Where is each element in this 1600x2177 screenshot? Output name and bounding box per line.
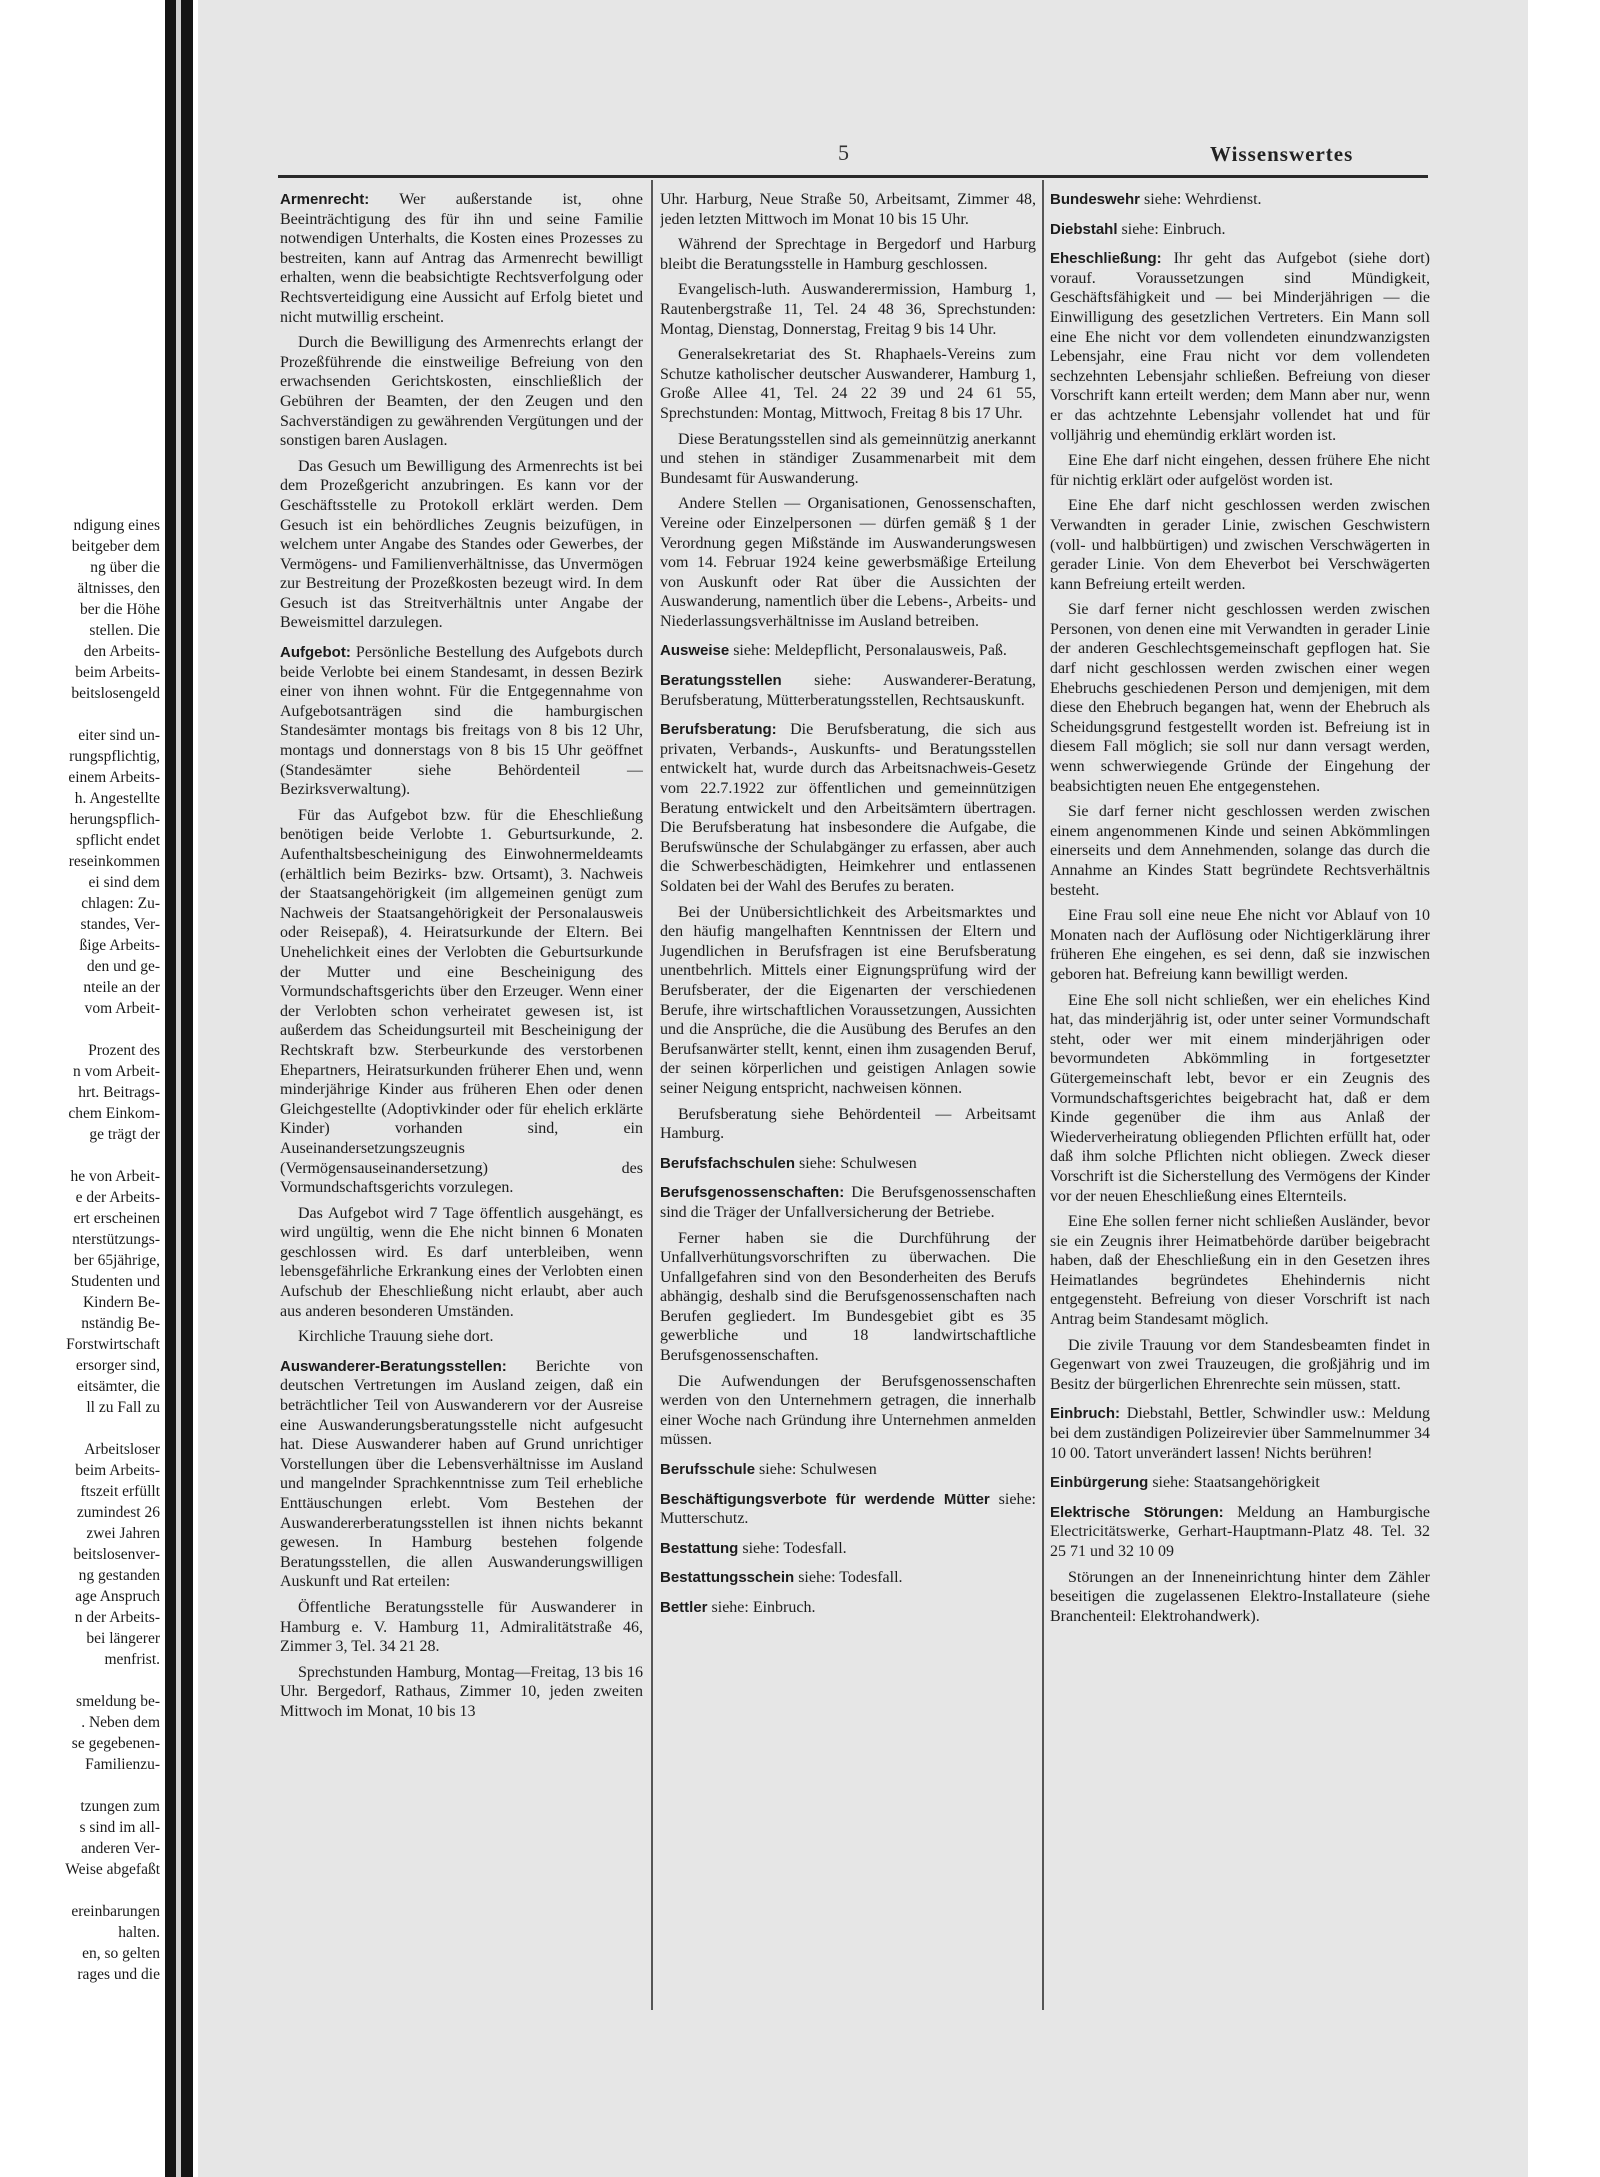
fragment-line: ersorger sind, xyxy=(75,1357,160,1374)
entry-paragraph xyxy=(660,1568,1036,1588)
body-paragraph xyxy=(280,1663,643,1722)
entry-keyword: Aufgebot: xyxy=(280,644,351,662)
fragment-line: ert erscheinen xyxy=(73,1210,160,1227)
column-rule-1 xyxy=(651,180,653,2010)
fragment-gap xyxy=(0,1880,160,1901)
fragment-line: reseinkommen xyxy=(68,853,160,870)
body-paragraph xyxy=(660,235,1036,274)
text-column-3 xyxy=(1050,190,1430,2020)
running-head: Wissenswertes xyxy=(1210,142,1354,166)
fragment-line: den und ge- xyxy=(86,958,160,975)
entry-text: Eine Ehe soll nicht schließen, wer ein eheliches Kind hat, das minderjährig ist, oder unter seiner Vormundschaft steht, oder wer mit einem minderjährigen oder bevormundeten Abkömmling in fortgesetzter Gütergemeinschaft lebt, bevor er ein Zeugnis des Vormundschaftsgerichtes beigebracht hat, daß er dem Kinde gegenüber die ihm aus Anlaß der Wiederverheiratung obliegenden Pflichten erfüllt hat, oder daß ihm solche Pflichten nicht obliegen. Zweck dieser Vorschrift ist die Sicherstellung des Vermögens der Kinder vor der neuen Eheschließung eines Elternteils. xyxy=(1050,991,1430,1205)
fragment-gap xyxy=(0,1670,160,1691)
body-paragraph xyxy=(660,494,1036,631)
entry-text: Die Berufsgenossenschaften sind die Träger der Unfallversicherung der Betriebe. xyxy=(660,1184,1036,1221)
entry-text: siehe: Schulwesen xyxy=(755,1461,877,1479)
entry-text: Das Gesuch um Bewilligung des Armenrechts ist bei dem Prozeßgericht anzubringen. Es kann vor der Geschäftsstelle zu Protokoll erklärt werden. Dem Gesuch ist ein behördliches Zeugnis beizufügen, in welchem unter Angabe des Standes oder Gewerbes, der Vermögens- und Familienverhältnisse, das Unvermögen zur Bestreitung der Prozeßkosten bezeugt wird. In dem Gesuch ist das Streitverhältnis unter Angabe der Beweismittel darzulegen. xyxy=(280,457,643,632)
entry-text: Sprechstunden Hamburg, Montag—Freitag, 13 bis 16 Uhr. Bergedorf, Rathaus, Zimmer 10, jeden zweiten Mittwoch im Monat, 10 bis 13 xyxy=(280,1663,643,1720)
fragment-line: ng gestanden xyxy=(78,1567,160,1584)
fragment-line: beim Arbeits- xyxy=(75,664,160,681)
entry-text: Störungen an der Inneneinrichtung hinter dem Zähler beseitigen die zugelassenen Elektro-Installateure (siehe Branchenteil: Elektrohandwerk). xyxy=(1050,1568,1430,1625)
fragment-line: chem Einkom- xyxy=(68,1105,160,1122)
fragment-gap xyxy=(0,1145,160,1166)
entry-paragraph xyxy=(660,1154,1036,1174)
entry-text: Diebstahl, Bettler, Schwindler usw.: Meldung bei dem zuständigen Polizeirevier über Sammelnummer 34 10 00. Tatort unverändert lassen! Nichts berühren! xyxy=(1050,1405,1430,1462)
entry-text: siehe: Todesfall. xyxy=(738,1539,847,1557)
fragment-line: hrt. Beitrags- xyxy=(78,1084,160,1101)
entry-keyword: Einbürgerung xyxy=(1050,1474,1149,1492)
body-paragraph xyxy=(1050,1568,1430,1627)
fragment-line: beitslosengeld xyxy=(71,685,160,702)
fragment-line: ge trägt der xyxy=(89,1126,160,1143)
body-paragraph xyxy=(280,806,643,1198)
fragment-line: den Arbeits- xyxy=(83,643,160,660)
entry-text: siehe: Schulwesen xyxy=(795,1154,917,1172)
fragment-line: zwei Jahren xyxy=(86,1525,160,1542)
entry-text: Eine Ehe darf nicht geschlossen werden zwischen Verwandten in gerader Linie, zwischen Geschwistern (voll- und halbbürtigen) und zwischen Verschwägerten in gerader Linie. Von dem Eheverbot bei Verschwägerten kann Befreiung erteilt werden. xyxy=(1050,497,1430,593)
entry-paragraph xyxy=(660,720,1036,896)
entry-keyword: Bundeswehr xyxy=(1050,191,1141,208)
entry-text: Andere Stellen — Organisationen, Genossenschaften, Vereine oder Einzelpersonen — dürfen gemäß § 1 der Verordnung gegen Mißstände im Auswanderungswesen vom 14. Februar 1924 keine gewerbsmäßige Erteilung von Auskunft oder Rat über die Aussichten der Auswanderung, namentlich über die Lebens-, Arbeits- und Niederlassungsverhältnisse im Ausland betreiben. xyxy=(660,495,1036,630)
column-rule-2 xyxy=(1042,180,1044,2010)
fragment-line: rungspflichtig, xyxy=(69,748,160,765)
fragment-line: nterstützungs- xyxy=(72,1231,160,1248)
fragment-line: h. Angestellte xyxy=(74,790,160,807)
text-column-2 xyxy=(660,190,1036,2020)
entry-text: siehe: Einbruch. xyxy=(707,1599,816,1616)
entry-text: siehe: Einbruch. xyxy=(1117,220,1226,238)
fragment-line: nteile an der xyxy=(83,979,160,996)
entry-text: Öffentliche Beratungsstelle für Auswanderer in Hamburg e. V. Hamburg 11, Admiralitätstraße 46, Zimmer 3, Tel. 34 21 28. xyxy=(280,1598,643,1656)
entry-keyword: Beschäftigungsverbote für werdende Mütter xyxy=(660,1490,990,1508)
entry-paragraph xyxy=(1050,190,1430,210)
fragment-line: se gegebenen- xyxy=(71,1735,160,1752)
body-paragraph xyxy=(1050,600,1430,796)
entry-paragraph xyxy=(1050,220,1430,240)
entry-text: Evangelisch-luth. Auswanderermission, Hamburg 1, Rautenbergstraße 11, Tel. 24 48 36, Sprechstunden: Montag, Dienstag, Donnerstag, Freitag 9 bis 14 Uhr. xyxy=(660,281,1036,338)
entry-text: Kirchliche Trauung siehe dort. xyxy=(298,1328,494,1346)
entry-keyword: Armenrecht: xyxy=(280,191,370,208)
entry-paragraph xyxy=(1050,1473,1430,1493)
body-paragraph xyxy=(660,1372,1036,1450)
entry-text: Eine Ehe darf nicht eingehen, dessen frühere Ehe nicht für nichtig erklärt oder aufgelöst worden ist. xyxy=(1050,452,1430,489)
entry-paragraph xyxy=(280,190,643,327)
entry-keyword: Bestattungsschein xyxy=(660,1569,795,1587)
entry-keyword: Einbruch: xyxy=(1050,1405,1120,1423)
fragment-line: beim Arbeits- xyxy=(75,1462,160,1479)
fragment-line: halten. xyxy=(118,1924,160,1941)
entry-keyword: Auswanderer-Beratungsstellen: xyxy=(280,1357,507,1375)
entry-text: Das Aufgebot wird 7 Tage öffentlich ausgehängt, es wird ungültig, wenn die Ehe nicht binnen 6 Monaten geschlossen wird. Es darf unterbleiben, wenn lebensgefährliche Erkrankung eines der Verlobten einen Aufschub der Eheschließung nicht erlaubt, aber auch aus anderen besonderen Umständen. xyxy=(280,1204,643,1320)
fragment-line: ber 65jährige, xyxy=(73,1252,160,1269)
body-paragraph xyxy=(660,1105,1036,1144)
fragment-line: zumindest 26 xyxy=(76,1504,160,1521)
fragment-line: ei sind dem xyxy=(88,874,160,891)
entry-paragraph xyxy=(660,641,1036,661)
fragment-line: Forstwirtschaft xyxy=(66,1336,160,1353)
entry-text: Die Berufsberatung, die sich aus privaten, Verbands-, Auskunfts- und Beratungsstellen entwickelt hat, wurde durch das Arbeitsnachweis-Gesetz vom 22.7.1922 zur öffentlichen und gemeinnützigen Beratung entwickelt und den Arbeitsämtern übertragen. Die Berufsberatung hat insbesondere die Aufgabe, die Berufswünsche der Schulabgänger zu erfassen, aber auch die Schwerbeschädigten, Heimkehrer und entlassenen Soldaten bei der Wahl des Berufes zu beraten. xyxy=(660,721,1036,895)
fragment-line: ll zu Fall zu xyxy=(86,1399,160,1416)
entry-text: Die zivile Trauung vor dem Standesbeamten findet in Gegenwart von zwei Trauzeugen, die großjährig und im Besitz der bürgerlichen Ehrenrechte sein müssen, statt. xyxy=(1050,1336,1430,1393)
fragment-line: ftszeit erfüllt xyxy=(80,1483,160,1500)
fragment-line: ältnisses, den xyxy=(77,580,160,597)
body-paragraph xyxy=(1050,1212,1430,1330)
fragment-line: chlagen: Zu- xyxy=(81,895,160,912)
entry-text: Die Aufwendungen der Berufsgenossenschaften werden von den Unternehmern getragen, die innerhalb einer Woche nach Gründung ihre Unternehmen anmelden müssen. xyxy=(660,1372,1036,1449)
entry-keyword: Beratungsstellen xyxy=(660,672,782,690)
entry-keyword: Berufsgenossenschaften: xyxy=(660,1184,845,1202)
entry-paragraph xyxy=(280,643,643,800)
fragment-line: en, so gelten xyxy=(82,1945,160,1962)
fragment-line: s sind im all- xyxy=(79,1819,160,1836)
entry-paragraph xyxy=(660,1460,1036,1480)
fragment-gap xyxy=(0,1418,160,1439)
body-paragraph xyxy=(660,1229,1036,1366)
entry-paragraph xyxy=(1050,1503,1430,1562)
entry-keyword: Eheschließung: xyxy=(1050,250,1162,268)
entry-keyword: Elektrische Störungen: xyxy=(1050,1503,1224,1521)
previous-page-fragment xyxy=(0,515,160,1985)
fragment-line: ng über die xyxy=(90,559,160,576)
entry-text: Eine Ehe sollen ferner nicht schließen Ausländer, bevor sie ein Zeugnis ihrer Heimatbehörde darüber beigebracht haben, daß der Eheschließung ein in den Gesetzen ihres Heimatlandes begründetes Ehehindernis nicht entgegensteht. Befreiung von dieser Vorschrift ist nach Antrag beim Standesamt möglich. xyxy=(1050,1213,1430,1329)
fragment-line: . Neben dem xyxy=(81,1714,160,1731)
fragment-line: standes, Ver- xyxy=(80,916,160,933)
body-paragraph xyxy=(1050,906,1430,984)
text-column-1 xyxy=(280,190,643,2020)
entry-text: siehe: Staatsangehörigkeit xyxy=(1148,1474,1320,1492)
body-paragraph xyxy=(280,1327,643,1347)
fragment-line: e der Arbeits- xyxy=(75,1189,160,1206)
fragment-line: beitgeber dem xyxy=(71,538,160,555)
fragment-gap xyxy=(0,704,160,725)
fragment-line: stellen. Die xyxy=(89,622,160,639)
fragment-line: herungspflich- xyxy=(69,811,160,828)
entry-keyword: Diebstahl xyxy=(1050,220,1118,238)
entry-keyword: Bestattung xyxy=(660,1539,739,1557)
fragment-line: anderen Ver- xyxy=(80,1840,160,1857)
fragment-line: age Anspruch xyxy=(75,1588,160,1605)
entry-text: siehe: Todesfall. xyxy=(794,1569,903,1587)
fragment-line: Familienzu- xyxy=(85,1756,160,1773)
fragment-line: nständig Be- xyxy=(81,1315,160,1332)
entry-text: siehe: Meldepflicht, Personalausweis, Paß. xyxy=(729,642,1007,660)
entry-keyword: Berufsberatung: xyxy=(660,721,777,739)
header-rule xyxy=(278,175,1428,178)
entry-text: Sie darf ferner nicht geschlossen werden zwischen einem angenommenen Kinde und seinen Abkömmlingen einerseits und dem Annehmenden, solange das durch die Annahme an Kindes Statt begründete Rechtsverhältnis besteht. xyxy=(1050,803,1430,899)
entry-paragraph xyxy=(660,1490,1036,1529)
entry-text: Ferner haben sie die Durchführung der Unfallverhütungsvorschriften zu überwachen. Die Unfallgefahren sind von den Besonderheiten des Berufs abhängig, deshalb sind die Berufsgenossenschaften nach Berufen gegliedert. Im Bundesgebiet gibt es 35 gewerbliche und 18 landwirtschaftliche Berufsgenossenschaften. xyxy=(660,1229,1036,1365)
entry-text: Sie darf ferner nicht geschlossen werden zwischen Personen, von denen eine mit Verwandten in gerader Linie der anderen Geschlechtsgemeinschaft gepflogen hat. Sie darf nicht geschlossen werden zwischen einer wegen Ehebruchs geschiedenen Person und demjenigen, mit dem diese den Ehebruch begangen hat, wenn der Ehebruch als Scheidungsgrund festgestellt worden ist. Befreiung ist in diesem Fall möglich; sie soll nur dann versagt werden, wenn schwerwiegende Gründe der Eingehung der beabsichtigten neuen Ehe entgegenstehen. xyxy=(1050,601,1430,795)
entry-text: Berichte von deutschen Vertretungen im Ausland zeigen, daß ein beträchtlicher Teil von Auswanderern vor der Ausreise eine Auswanderungsberatungsstelle nicht aufgesucht hat. Diese Auswanderer haben auf Grund unrichtiger Vorstellungen über die Lebensverhältnisse im Ausland und mangelnder Sprachkenntnisse zum Teil erhebliche Enttäuschungen erlebt. Vom Bestehen der Auswandererberatungsstellen ist ihnen nichts bekannt gewesen. In Hamburg bestehen folgende Beratungsstellen, die allen Auswanderungswilligen Auskunft und Rat erteilen: xyxy=(280,1357,643,1591)
entry-keyword: Ausweise xyxy=(660,642,730,660)
fragment-line: tzungen zum xyxy=(80,1798,160,1815)
entry-text: Uhr. Harburg, Neue Straße 50, Arbeitsamt, Zimmer 48, jeden letzten Mittwoch im Monat 10 bis 15 Uhr. xyxy=(660,191,1036,228)
fragment-gap xyxy=(0,1019,160,1040)
entry-text: Für das Aufgebot bzw. für die Eheschließung benötigen beide Verlobte 1. Geburtsurkunde, 2. Aufenthaltsbescheinigung des Einwohnermeldeamts (erhältlich beim Bezirks- bzw. Ortsamt), 3. Nachweis der Staatsangehörigkeit (im allgemeinen genügt zum Nachweis der Staatsangehörigkeit der Personalausweis oder Reisepaß), 4. Heiratsurkunde der Eltern. Bei Unehelichkeit eines der Verlobten die Geburtsurkunde der Mutter und eine Bescheinigung des Vormundschaftsgerichts über den Erzeuger. Wenn einer der Verlobten schon verheiratet gewesen ist, ist außerdem das Scheidungsurteil mit Bescheinigung der Rechtskraft bzw. Sterbeurkunde des verstorbenen Ehepartners, Heiratsurkunden früherer Ehen und, wenn minderjährige Kinder aus früheren Ehen oder denen Gleichgestellte (Adoptivkinder oder für ehelich erklärte Kinder) vorhanden sind, ein Auseinandersetzungszeugnis (Vermögensauseinandersetzung) des Vormundschaftsgerichts vorzulegen. xyxy=(280,806,643,1197)
body-paragraph xyxy=(660,190,1036,229)
fragment-line: menfrist. xyxy=(104,1651,160,1668)
body-paragraph xyxy=(660,903,1036,1099)
body-paragraph xyxy=(280,333,643,451)
body-paragraph xyxy=(1050,451,1430,490)
fragment-line: eitsämter, die xyxy=(77,1378,160,1395)
fragment-line: bei längerer xyxy=(86,1630,160,1647)
fragment-line: Studenten und xyxy=(70,1273,160,1290)
entry-paragraph xyxy=(660,671,1036,710)
page-number: 5 xyxy=(838,140,849,165)
entry-text: Während der Sprechtage in Bergedorf und Harburg bleibt die Beratungsstelle in Hamburg geschlossen. xyxy=(660,236,1036,273)
body-paragraph xyxy=(1050,1336,1430,1395)
entry-text: siehe: Wehrdienst. xyxy=(1140,191,1262,208)
fragment-line: ßige Arbeits- xyxy=(79,937,160,954)
body-paragraph xyxy=(1050,991,1430,1207)
fragment-line: Prozent des xyxy=(88,1042,160,1059)
entry-text: Meldung an Hamburgische Electricitätswerke, Gerhart-Hauptmann-Platz 48. Tel. 32 25 71 und 32 10 09 xyxy=(1050,1503,1430,1560)
entry-text: siehe: Mutterschutz. xyxy=(660,1490,1036,1528)
entry-text: Persönliche Bestellung des Aufgebots durch beide Verlobte bei einem Standesamt, in dessen Bezirk einer von ihnen wohnt. Für die Entgegennahme von Aufgebotsanträgen sind die hamburgischen Standesämter montags bis freitags von 8 bis 12 Uhr, montags und donnerstags von 8 bis 15 Uhr geöffnet (Standesämter siehe Behördenteil — Bezirksverwaltung). xyxy=(280,644,643,799)
fragment-line: vom Arbeit- xyxy=(84,1000,160,1017)
entry-paragraph xyxy=(1050,249,1430,445)
entry-text: Eine Frau soll eine neue Ehe nicht vor Ablauf von 10 Monaten nach der Auflösung oder Nichtigerklärung ihrer früheren Ehe eingehen, es sei denn, daß sie inzwischen geboren hat. Befreiung kann bewilligt werden. xyxy=(1050,907,1430,983)
fragment-line: Weise abgefaßt xyxy=(65,1861,160,1878)
fragment-line: n der Arbeits- xyxy=(74,1609,160,1626)
body-paragraph xyxy=(280,457,643,633)
fragment-line: rages und die xyxy=(77,1966,160,1983)
body-paragraph xyxy=(1050,496,1430,594)
entry-keyword: Berufsfachschulen xyxy=(660,1154,796,1172)
entry-text: Generalsekretariat des St. Rhaphaels-Vereins zum Schutze katholischer deutscher Auswanderer, Hamburg 1, Große Allee 41, Tel. 24 22 39 und 24 61 55, Sprechstunden: Montag, Mittwoch, Freitag 8 bis 17 Uhr. xyxy=(660,346,1036,422)
entry-paragraph xyxy=(280,1357,643,1592)
body-paragraph xyxy=(280,1204,643,1322)
body-paragraph xyxy=(280,1598,643,1657)
fragment-gap xyxy=(0,1775,160,1796)
entry-text: Diese Beratungsstellen sind als gemeinnützig anerkannt und stehen in ständiger Zusammenarbeit mit dem Bundesamt für Auswanderung. xyxy=(660,430,1036,487)
entry-paragraph xyxy=(660,1598,1036,1618)
fragment-line: ereinbarungen xyxy=(71,1903,160,1920)
entry-paragraph xyxy=(1050,1404,1430,1463)
body-paragraph xyxy=(660,345,1036,423)
fragment-line: ber die Höhe xyxy=(79,601,160,618)
fragment-line: einem Arbeits- xyxy=(68,769,160,786)
fragment-line: Kindern Be- xyxy=(82,1294,160,1311)
entry-text: Durch die Bewilligung des Armenrechts erlangt der Prozeßführende die einstweilige Befreiung von den erwachsenden Gerichtskosten, einschließlich der Gebühren der Beamten, der den Zeugen und den Sachverständigen zu gewährenden Vergütungen und der sonstigen baren Auslagen. xyxy=(280,334,643,450)
fragment-line: Arbeitsloser xyxy=(84,1441,160,1458)
fragment-line: he von Arbeit- xyxy=(70,1168,160,1185)
body-paragraph xyxy=(1050,802,1430,900)
body-paragraph xyxy=(660,280,1036,339)
entry-text: Ihr geht das Aufgebot (siehe dort) vorauf. Voraussetzungen sind Mündigkeit, Geschäftsfähigkeit und — bei Minderjährigen — die Einwilligung des gesetzlichen Vertreters. Ein Mann soll eine Ehe nicht vor dem vollendeten einundzwanzigsten Lebensjahr, eine Frau nicht vor dem vollendeten sechzehnten Lebensjahr schließen. Befreiung von dieser Vorschrift kann erteilt werden; dem Mann aber nur, wenn er das achtzehnte Lebensjahr vollendet hat und für volljährig und ehemündig erklärt worden ist. xyxy=(1050,250,1430,444)
binding-gutter-highlight xyxy=(176,0,181,2177)
fragment-line: smeldung be- xyxy=(76,1693,160,1710)
entry-text: Wer außerstande ist, ohne Beeinträchtigung des für ihn und seine Familie notwendigen Unterhalts, die Kosten eines Prozesses zu bestreiten, kann auf Antrag das Armenrecht bewilligt erhalten, wenn die beabsichtigte Rechtsverfolgung oder Rechtsverteidigung eine Aussicht auf Erfolg bietet und nicht mutwillig erscheint. xyxy=(280,191,643,326)
fragment-line: eiter sind un- xyxy=(78,727,160,744)
entry-text: siehe: Auswanderer-Beratung, Berufsberatung, Mütterberatungsstellen, Rechtsauskunft. xyxy=(660,672,1036,709)
body-paragraph xyxy=(660,430,1036,489)
fragment-line: n vom Arbeit- xyxy=(73,1063,160,1080)
fragment-line: spflicht endet xyxy=(76,832,160,849)
fragment-line: ndigung eines xyxy=(73,517,160,534)
entry-paragraph xyxy=(660,1539,1036,1559)
entry-keyword: Berufsschule xyxy=(660,1461,756,1479)
entry-keyword: Bettler xyxy=(660,1599,708,1616)
entry-text: Bei der Unübersichtlichkeit des Arbeitsmarktes und den häufig mangelhaften Kenntnissen der Eltern und Jugendlichen in Berufsfragen ist eine Berufsberatung unentbehrlich. Mittels einer Eignungsprüfung wird der Berufsberater, der die Eigenarten der verschiedenen Berufe, ihre wirtschaftlichen Voraussetzungen, Aussichten und die Ansprüche, die die Ausübung des Berufes an den Berufsanwärter stellt, kennt, einen ihm zusagenden Beruf, der seinen körperlichen und geistigen Anlagen sowie seiner Neigung entspricht, nachweisen können. xyxy=(660,903,1036,1097)
entry-paragraph xyxy=(660,1183,1036,1222)
entry-text: Berufsberatung siehe Behördenteil — Arbeitsamt Hamburg. xyxy=(660,1105,1036,1143)
fragment-line: beitslosenver- xyxy=(73,1546,160,1563)
